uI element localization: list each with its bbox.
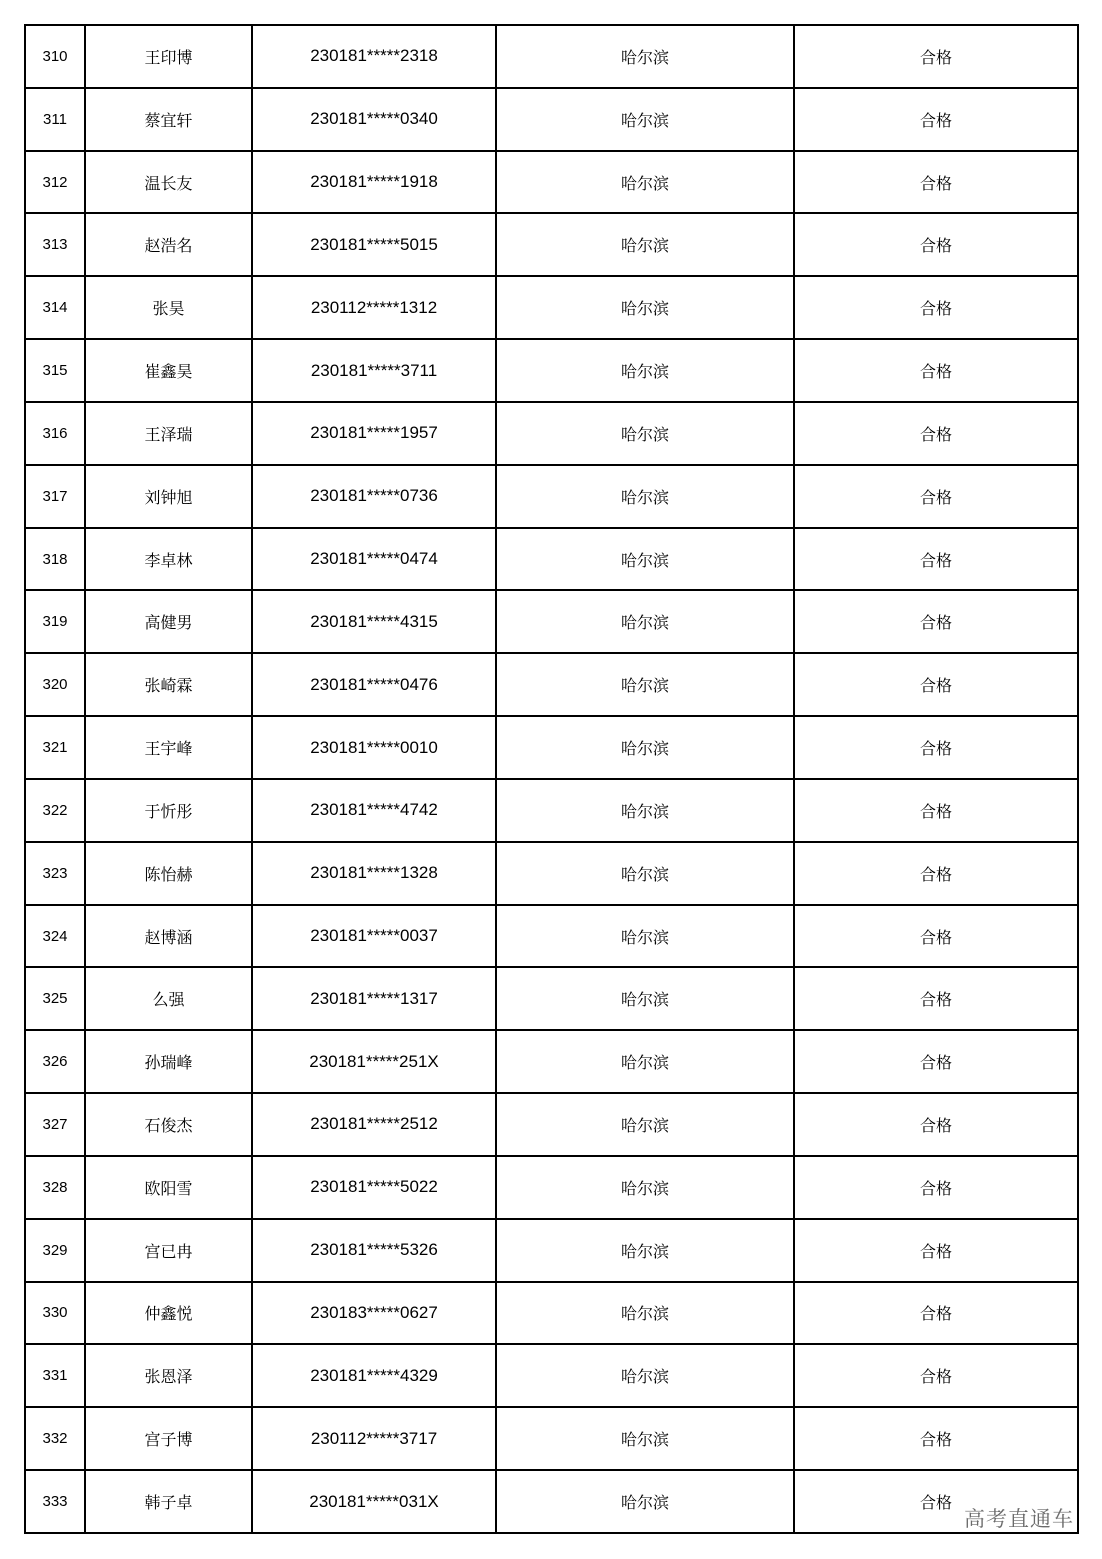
table-row [25, 1156, 1078, 1219]
row-number-cell: 327 [25, 1093, 85, 1156]
result-cell: 合格 [794, 1407, 1078, 1470]
name-cell: 宫已冉 [85, 1219, 252, 1282]
result-cell: 合格 [794, 905, 1078, 968]
id-number-cell: 230183*****0627 [252, 1282, 496, 1345]
table-row [25, 402, 1078, 465]
row-number-cell: 326 [25, 1030, 85, 1093]
city-cell: 哈尔滨 [496, 967, 794, 1030]
name-cell: 韩子卓 [85, 1470, 252, 1533]
table-row [25, 967, 1078, 1030]
id-number-cell: 230181*****5022 [252, 1156, 496, 1219]
result-cell: 合格 [794, 1093, 1078, 1156]
name-cell: 赵浩名 [85, 213, 252, 276]
name-cell: 高健男 [85, 590, 252, 653]
id-number-cell: 230112*****1312 [252, 276, 496, 339]
result-cell: 合格 [794, 1344, 1078, 1407]
result-cell: 合格 [794, 151, 1078, 214]
table-row [25, 213, 1078, 276]
row-number-cell: 329 [25, 1219, 85, 1282]
result-cell: 合格 [794, 590, 1078, 653]
result-cell: 合格 [794, 1219, 1078, 1282]
id-number-cell: 230181*****5326 [252, 1219, 496, 1282]
city-cell: 哈尔滨 [496, 88, 794, 151]
table-row [25, 1407, 1078, 1470]
row-number-cell: 324 [25, 905, 85, 968]
name-cell: 仲鑫悦 [85, 1282, 252, 1345]
row-number-cell: 311 [25, 88, 85, 151]
row-number-cell: 316 [25, 402, 85, 465]
id-number-cell: 230181*****1918 [252, 151, 496, 214]
city-cell: 哈尔滨 [496, 528, 794, 591]
city-cell: 哈尔滨 [496, 1093, 794, 1156]
row-number-cell: 325 [25, 967, 85, 1030]
city-cell: 哈尔滨 [496, 465, 794, 528]
table-row [25, 1470, 1078, 1533]
row-number-cell: 332 [25, 1407, 85, 1470]
city-cell: 哈尔滨 [496, 653, 794, 716]
row-number-cell: 328 [25, 1156, 85, 1219]
table-row [25, 590, 1078, 653]
table-row [25, 1030, 1078, 1093]
id-number-cell: 230181*****0476 [252, 653, 496, 716]
row-number-cell: 320 [25, 653, 85, 716]
city-cell: 哈尔滨 [496, 1156, 794, 1219]
row-number-cell: 331 [25, 1344, 85, 1407]
table-row [25, 1219, 1078, 1282]
result-cell: 合格 [794, 653, 1078, 716]
table-row [25, 1093, 1078, 1156]
city-cell: 哈尔滨 [496, 905, 794, 968]
id-number-cell: 230181*****1317 [252, 967, 496, 1030]
table-row [25, 779, 1078, 842]
table-row [25, 276, 1078, 339]
result-cell: 合格 [794, 402, 1078, 465]
table-row [25, 465, 1078, 528]
id-number-cell: 230181*****0736 [252, 465, 496, 528]
result-cell: 合格 [794, 1282, 1078, 1345]
id-number-cell: 230181*****0010 [252, 716, 496, 779]
city-cell: 哈尔滨 [496, 339, 794, 402]
id-number-cell: 230181*****1328 [252, 842, 496, 905]
name-cell: 么强 [85, 967, 252, 1030]
city-cell: 哈尔滨 [496, 402, 794, 465]
row-number-cell: 322 [25, 779, 85, 842]
name-cell: 宫子博 [85, 1407, 252, 1470]
table-row [25, 905, 1078, 968]
result-cell: 合格 [794, 213, 1078, 276]
id-number-cell: 230181*****4742 [252, 779, 496, 842]
name-cell: 张崎霖 [85, 653, 252, 716]
table-row [25, 842, 1078, 905]
result-cell: 合格 [794, 25, 1078, 88]
name-cell: 张昊 [85, 276, 252, 339]
watermark-text: 高考直通车 [964, 1507, 1074, 1531]
table-row [25, 528, 1078, 591]
name-cell: 于忻彤 [85, 779, 252, 842]
table-row [25, 151, 1078, 214]
table-row [25, 1344, 1078, 1407]
row-number-cell: 313 [25, 213, 85, 276]
city-cell: 哈尔滨 [496, 716, 794, 779]
city-cell: 哈尔滨 [496, 1407, 794, 1470]
row-number-cell: 312 [25, 151, 85, 214]
result-cell: 合格 [794, 967, 1078, 1030]
city-cell: 哈尔滨 [496, 1282, 794, 1345]
name-cell: 孙瑞峰 [85, 1030, 252, 1093]
name-cell: 陈怡赫 [85, 842, 252, 905]
row-number-cell: 310 [25, 25, 85, 88]
name-cell: 崔鑫昊 [85, 339, 252, 402]
row-number-cell: 314 [25, 276, 85, 339]
city-cell: 哈尔滨 [496, 1030, 794, 1093]
name-cell: 王泽瑞 [85, 402, 252, 465]
id-number-cell: 230181*****0474 [252, 528, 496, 591]
city-cell: 哈尔滨 [496, 151, 794, 214]
id-number-cell: 230181*****5015 [252, 213, 496, 276]
name-cell: 赵博涵 [85, 905, 252, 968]
id-number-cell: 230181*****4315 [252, 590, 496, 653]
table-row [25, 653, 1078, 716]
row-number-cell: 333 [25, 1470, 85, 1533]
row-number-cell: 317 [25, 465, 85, 528]
table-row [25, 25, 1078, 88]
result-cell: 合格 [794, 1156, 1078, 1219]
name-cell: 石俊杰 [85, 1093, 252, 1156]
table-row [25, 716, 1078, 779]
name-cell: 张恩泽 [85, 1344, 252, 1407]
city-cell: 哈尔滨 [496, 1470, 794, 1533]
city-cell: 哈尔滨 [496, 1219, 794, 1282]
id-number-cell: 230181*****0340 [252, 88, 496, 151]
row-number-cell: 318 [25, 528, 85, 591]
name-cell: 李卓林 [85, 528, 252, 591]
id-number-cell: 230181*****251X [252, 1030, 496, 1093]
row-number-cell: 321 [25, 716, 85, 779]
table-body [25, 25, 1078, 1533]
id-number-cell: 230181*****2318 [252, 25, 496, 88]
table-row [25, 1282, 1078, 1345]
id-number-cell: 230181*****1957 [252, 402, 496, 465]
result-cell: 合格 [794, 779, 1078, 842]
city-cell: 哈尔滨 [496, 1344, 794, 1407]
id-number-cell: 230181*****3711 [252, 339, 496, 402]
row-number-cell: 323 [25, 842, 85, 905]
row-number-cell: 330 [25, 1282, 85, 1345]
id-number-cell: 230112*****3717 [252, 1407, 496, 1470]
results-table [24, 24, 1079, 1534]
result-cell: 合格 [794, 88, 1078, 151]
id-number-cell: 230181*****031X [252, 1470, 496, 1533]
name-cell: 蔡宜轩 [85, 88, 252, 151]
name-cell: 王印博 [85, 25, 252, 88]
result-cell: 合格 [794, 716, 1078, 779]
id-number-cell: 230181*****4329 [252, 1344, 496, 1407]
id-number-cell: 230181*****0037 [252, 905, 496, 968]
result-cell: 合格 [794, 1470, 1078, 1533]
result-cell: 合格 [794, 465, 1078, 528]
city-cell: 哈尔滨 [496, 276, 794, 339]
city-cell: 哈尔滨 [496, 213, 794, 276]
result-cell: 合格 [794, 842, 1078, 905]
id-number-cell: 230181*****2512 [252, 1093, 496, 1156]
result-cell: 合格 [794, 1030, 1078, 1093]
city-cell: 哈尔滨 [496, 590, 794, 653]
city-cell: 哈尔滨 [496, 779, 794, 842]
city-cell: 哈尔滨 [496, 25, 794, 88]
table-row [25, 88, 1078, 151]
result-cell: 合格 [794, 276, 1078, 339]
name-cell: 王宇峰 [85, 716, 252, 779]
row-number-cell: 319 [25, 590, 85, 653]
name-cell: 刘钟旭 [85, 465, 252, 528]
name-cell: 温长友 [85, 151, 252, 214]
name-cell: 欧阳雪 [85, 1156, 252, 1219]
result-cell: 合格 [794, 339, 1078, 402]
result-cell: 合格 [794, 528, 1078, 591]
row-number-cell: 315 [25, 339, 85, 402]
city-cell: 哈尔滨 [496, 842, 794, 905]
table-row [25, 339, 1078, 402]
